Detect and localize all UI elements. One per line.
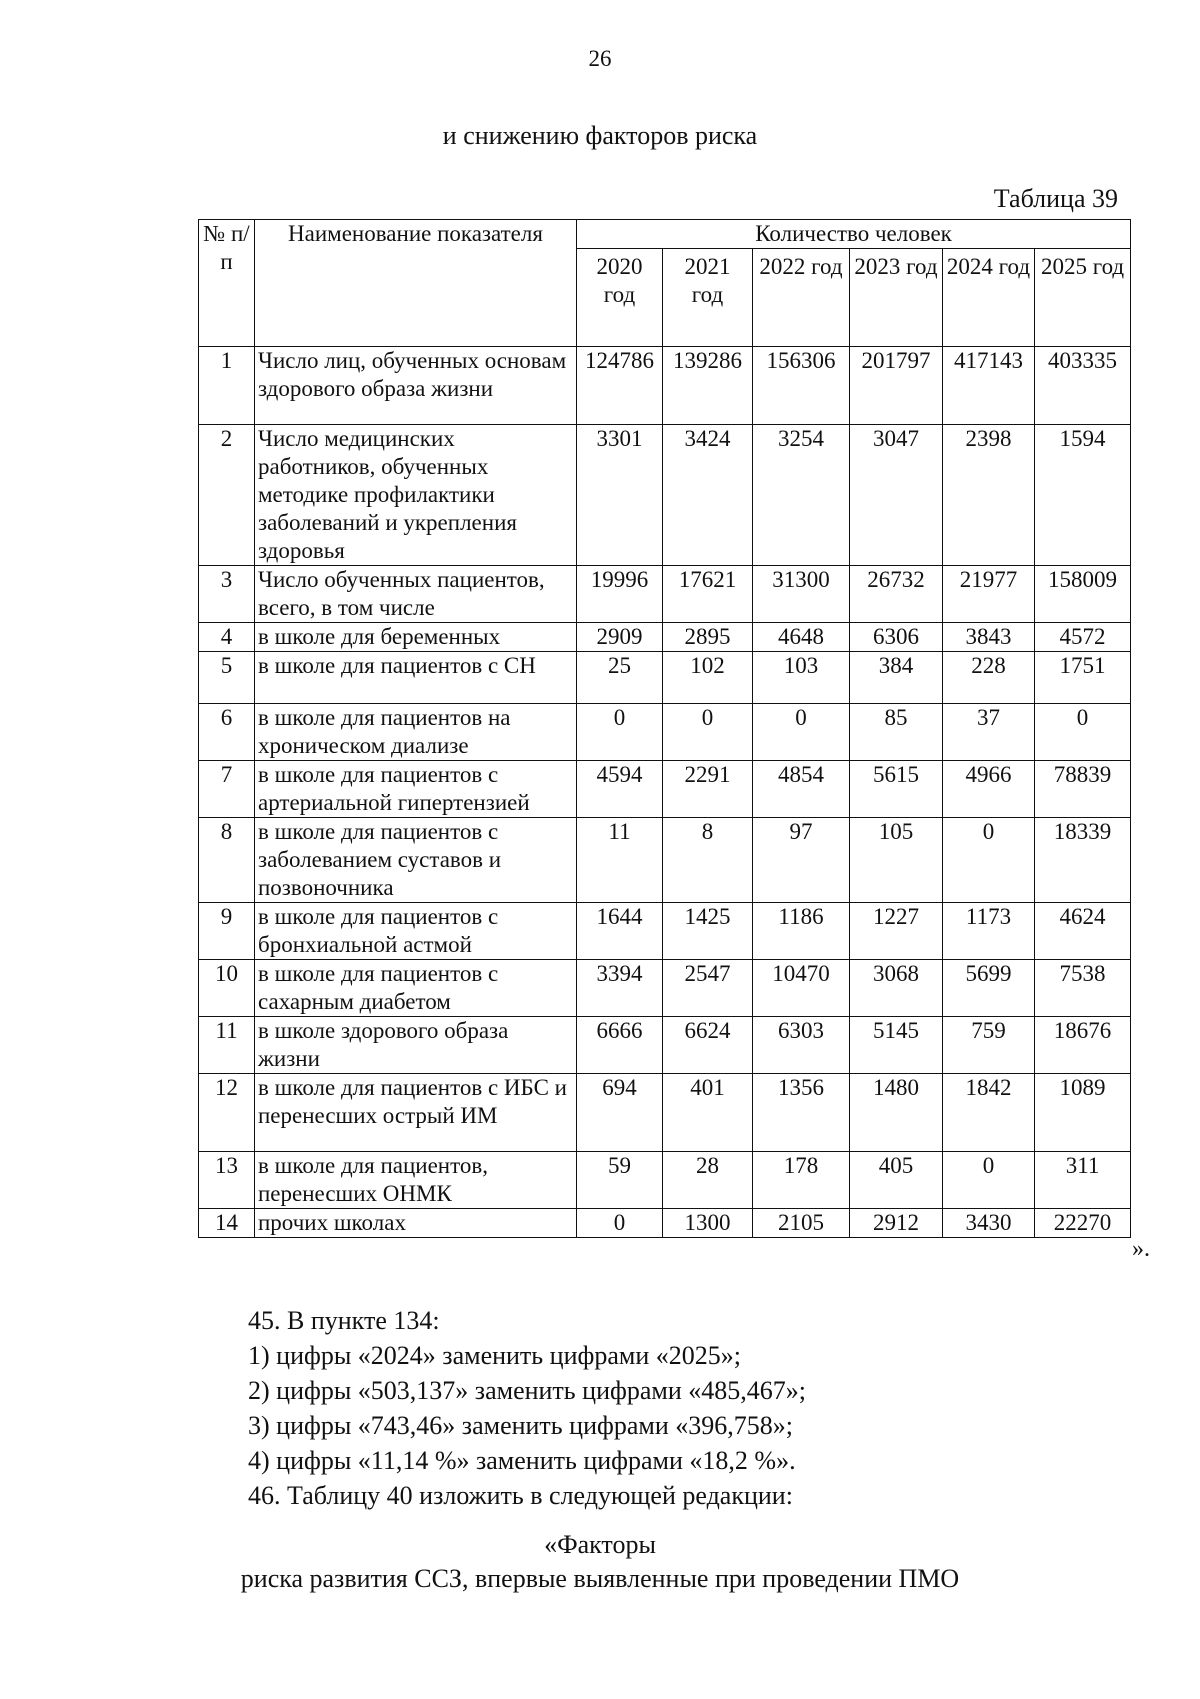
cell-value: 31300 <box>753 566 850 623</box>
cell-value: 10470 <box>753 960 850 1017</box>
row-number: 1 <box>199 347 255 425</box>
cell-value: 25 <box>577 652 663 704</box>
row-number: 10 <box>199 960 255 1017</box>
cell-value: 178 <box>753 1152 850 1209</box>
cell-value: 403335 <box>1035 347 1131 425</box>
row-number: 11 <box>199 1017 255 1074</box>
cell-value: 3430 <box>943 1209 1035 1238</box>
cell-value: 97 <box>753 818 850 903</box>
cell-value: 26732 <box>850 566 943 623</box>
cell-value: 3424 <box>663 425 753 566</box>
indicator-name: прочих школах <box>255 1209 577 1238</box>
cell-value: 0 <box>577 1209 663 1238</box>
cell-value: 384 <box>850 652 943 704</box>
table-row <box>199 652 1131 704</box>
indicator-name: в школе для пациентов с заболеванием суставов и позвоночника <box>255 818 577 903</box>
amendment-line: 1) цифры «2024» заменить цифрами «2025»; <box>248 1341 741 1370</box>
row-number: 3 <box>199 566 255 623</box>
cell-value: 1480 <box>850 1074 943 1152</box>
table-row <box>199 903 1131 960</box>
cell-value: 0 <box>1035 704 1131 761</box>
cell-value: 1751 <box>1035 652 1131 704</box>
indicator-name: Число обученных пациентов, всего, в том числе <box>255 566 577 623</box>
cell-value: 4854 <box>753 761 850 818</box>
row-number: 12 <box>199 1074 255 1152</box>
cell-value: 1594 <box>1035 425 1131 566</box>
row-number: 8 <box>199 818 255 903</box>
cell-value: 6303 <box>753 1017 850 1074</box>
column-header-year: 2022 год <box>753 249 850 347</box>
cell-value: 3394 <box>577 960 663 1017</box>
cell-value: 4966 <box>943 761 1035 818</box>
cell-value: 1186 <box>753 903 850 960</box>
cell-value: 4572 <box>1035 623 1131 652</box>
cell-value: 11 <box>577 818 663 903</box>
cell-value: 759 <box>943 1017 1035 1074</box>
table-row <box>199 960 1131 1017</box>
column-header-year: 2021 год <box>663 249 753 347</box>
cell-value: 1173 <box>943 903 1035 960</box>
cell-value: 139286 <box>663 347 753 425</box>
cell-value: 1356 <box>753 1074 850 1152</box>
cell-value: 401 <box>663 1074 753 1152</box>
amendment-line: 46. Таблицу 40 изложить в следующей редакции: <box>248 1481 793 1510</box>
cell-value: 0 <box>663 704 753 761</box>
cell-value: 311 <box>1035 1152 1131 1209</box>
table-row <box>199 1209 1131 1238</box>
cell-value: 85 <box>850 704 943 761</box>
cell-value: 8 <box>663 818 753 903</box>
indicator-name: в школе для пациентов, перенесших ОНМК <box>255 1152 577 1209</box>
amendment-line: 4) цифры «11,14 %» заменить цифрами «18,2 %». <box>248 1446 796 1475</box>
indicator-name: в школе для пациентов с бронхиальной астмой <box>255 903 577 960</box>
row-number: 7 <box>199 761 255 818</box>
amendment-line: 3) цифры «743,46» заменить цифрами «396,758»; <box>248 1411 793 1440</box>
table-row <box>199 347 1131 425</box>
cell-value: 17621 <box>663 566 753 623</box>
cell-value: 5145 <box>850 1017 943 1074</box>
row-number: 4 <box>199 623 255 652</box>
amendment-line: 2) цифры «503,137» заменить цифрами «485,467»; <box>248 1376 806 1405</box>
row-number: 6 <box>199 704 255 761</box>
cell-value: 6624 <box>663 1017 753 1074</box>
cell-value: 28 <box>663 1152 753 1209</box>
cell-value: 5615 <box>850 761 943 818</box>
table-row <box>199 425 1131 566</box>
row-number: 5 <box>199 652 255 704</box>
cell-value: 4624 <box>1035 903 1131 960</box>
cell-value: 18676 <box>1035 1017 1131 1074</box>
indicator-name: в школе для пациентов с ИБС и перенесших острый ИМ <box>255 1074 577 1152</box>
cell-value: 2547 <box>663 960 753 1017</box>
cell-value: 2291 <box>663 761 753 818</box>
table-row <box>199 566 1131 623</box>
cell-value: 103 <box>753 652 850 704</box>
table-caption: Таблица 39 <box>993 184 1118 213</box>
next-table-title-line2: риска развития ССЗ, впервые выявленные при проведении ПМО <box>240 1564 960 1593</box>
closing-quote: ». <box>1132 1236 1150 1262</box>
cell-value: 156306 <box>753 347 850 425</box>
column-header-year: 2020 год <box>577 249 663 347</box>
cell-value: 7538 <box>1035 960 1131 1017</box>
cell-value: 2912 <box>850 1209 943 1238</box>
cell-value: 105 <box>850 818 943 903</box>
cell-value: 124786 <box>577 347 663 425</box>
cell-value: 4594 <box>577 761 663 818</box>
cell-value: 2398 <box>943 425 1035 566</box>
row-number: 9 <box>199 903 255 960</box>
next-table-title-line1: «Факторы <box>544 1530 656 1559</box>
cell-value: 2105 <box>753 1209 850 1238</box>
cell-value: 0 <box>943 818 1035 903</box>
cell-value: 3254 <box>753 425 850 566</box>
table-row <box>199 623 1131 652</box>
row-number: 2 <box>199 425 255 566</box>
table-row <box>199 1017 1131 1074</box>
indicator-name: Число лиц, обученных основам здорового образа жизни <box>255 347 577 425</box>
table-row <box>199 761 1131 818</box>
indicator-name: в школе для пациентов на хроническом диализе <box>255 704 577 761</box>
indicator-name: в школе для беременных <box>255 623 577 652</box>
cell-value: 59 <box>577 1152 663 1209</box>
cell-value: 6666 <box>577 1017 663 1074</box>
cell-value: 78839 <box>1035 761 1131 818</box>
column-header-number: № п/п <box>199 220 255 347</box>
cell-value: 3047 <box>850 425 943 566</box>
cell-value: 37 <box>943 704 1035 761</box>
indicator-name: в школе здорового образа жизни <box>255 1017 577 1074</box>
cell-value: 1842 <box>943 1074 1035 1152</box>
cell-value: 1425 <box>663 903 753 960</box>
cell-value: 1227 <box>850 903 943 960</box>
table-row <box>199 1074 1131 1152</box>
indicator-name: в школе для пациентов с СН <box>255 652 577 704</box>
page-number: 26 <box>588 46 612 71</box>
table-row <box>199 704 1131 761</box>
table-row <box>199 1152 1131 1209</box>
indicator-name: в школе для пациентов с артериальной гипертензией <box>255 761 577 818</box>
cell-value: 4648 <box>753 623 850 652</box>
cell-value: 3843 <box>943 623 1035 652</box>
cell-value: 1644 <box>577 903 663 960</box>
row-number: 13 <box>199 1152 255 1209</box>
row-number: 14 <box>199 1209 255 1238</box>
column-header-year: 2025 год <box>1035 249 1131 347</box>
cell-value: 0 <box>753 704 850 761</box>
cell-value: 22270 <box>1035 1209 1131 1238</box>
data-table <box>198 219 1131 1238</box>
column-header-group: Количество человек <box>577 220 1131 249</box>
section-heading: и снижению факторов риска <box>442 121 758 150</box>
amendment-paragraphs <box>248 1303 806 1513</box>
cell-value: 18339 <box>1035 818 1131 903</box>
cell-value: 228 <box>943 652 1035 704</box>
cell-value: 405 <box>850 1152 943 1209</box>
cell-value: 158009 <box>1035 566 1131 623</box>
cell-value: 21977 <box>943 566 1035 623</box>
cell-value: 3301 <box>577 425 663 566</box>
cell-value: 694 <box>577 1074 663 1152</box>
cell-value: 6306 <box>850 623 943 652</box>
amendment-line: 45. В пункте 134: <box>248 1306 440 1335</box>
indicator-name: Число медицинских работников, обученных методике профилактики заболеваний и укрепления здоровья <box>255 425 577 566</box>
cell-value: 417143 <box>943 347 1035 425</box>
cell-value: 2895 <box>663 623 753 652</box>
column-header-year: 2023 год <box>850 249 943 347</box>
cell-value: 5699 <box>943 960 1035 1017</box>
column-header-name: Наименование показателя <box>255 220 577 347</box>
cell-value: 201797 <box>850 347 943 425</box>
cell-value: 0 <box>943 1152 1035 1209</box>
table-row <box>199 818 1131 903</box>
cell-value: 102 <box>663 652 753 704</box>
cell-value: 1300 <box>663 1209 753 1238</box>
cell-value: 2909 <box>577 623 663 652</box>
cell-value: 3068 <box>850 960 943 1017</box>
cell-value: 1089 <box>1035 1074 1131 1152</box>
indicator-name: в школе для пациентов с сахарным диабетом <box>255 960 577 1017</box>
cell-value: 0 <box>577 704 663 761</box>
cell-value: 19996 <box>577 566 663 623</box>
column-header-year: 2024 год <box>943 249 1035 347</box>
